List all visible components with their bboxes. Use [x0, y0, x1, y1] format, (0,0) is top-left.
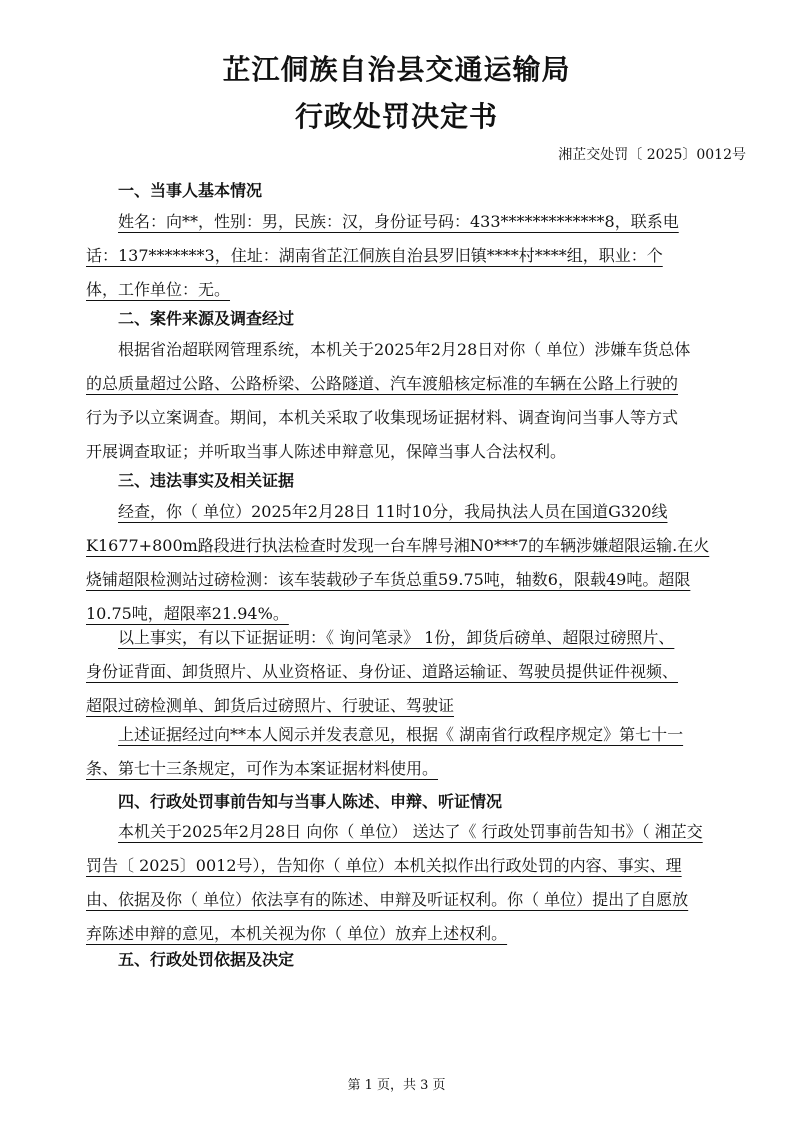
text-line: 10.75吨，超限率21.94%。	[86, 604, 289, 623]
text-line: 体，工作单位：无。	[86, 280, 231, 299]
text-line: 身份证背面、卸货照片、从业资格证、身份证、道路运输证、驾驶员提供证件视频、	[86, 662, 679, 681]
text-line: 行为予以立案调查。期间，本机关采取了收集现场证据材料、调查询问当事人等方式	[86, 408, 679, 427]
text-line: 上述证据经过向**本人阅示并发表意见，根据《 湖南省行政程序规定》第七十一	[118, 725, 684, 744]
text-line: 烧铺超限检测站过磅检测：该车装载砂子车货总重59.75吨，轴数6，限载49吨。超限	[86, 570, 691, 589]
text-line: 以上事实，有以下证据证明：《 询问笔录》 1份，卸货后磅单、超限过磅照片、	[118, 628, 675, 647]
text-line: 本机关于2025年2月28日 向你（ 单位） 送达了《 行政处罚事前告知书》（ 湘芷交	[118, 822, 703, 841]
evidence-paragraph	[86, 621, 746, 723]
prior-notice-paragraph	[86, 815, 746, 951]
section-heading-case-source: 二、案件来源及调查经过	[118, 309, 295, 328]
text-line: 开展调查取证；并听取当事人陈述申辩意见，保障当事人合法权利。	[86, 442, 567, 461]
section-heading-penalty-basis: 五、行政处罚依据及决定	[118, 950, 295, 969]
text-line: 罚告〔 2025〕0012号），告知你（ 单位）本机关拟作出行政处罚的内容、事实、理	[86, 856, 682, 875]
text-line: 条、第七十三条规定，可作为本案证据材料使用。	[86, 759, 439, 778]
text-line: 由、依据及你（ 单位）依法享有的陈述、申辩及听证权利。你（ 单位）提出了自愿放	[86, 890, 689, 909]
section-heading-prior-notice: 四、行政处罚事前告知与当事人陈述、申辩、听证情况	[118, 792, 503, 811]
text-line: 姓名：向**，性别：男，民族：汉，身份证号码：433*************8，联系电	[118, 212, 679, 231]
violation-facts-paragraph	[86, 495, 746, 631]
evidence-confirmation-paragraph	[86, 718, 746, 786]
text-line: 弃陈述申辩的意见，本机关视为你（ 单位）放弃上述权利。	[86, 924, 508, 943]
document-number: 湘芷交处罚〔 2025〕0012号	[558, 147, 746, 163]
party-info-paragraph	[86, 205, 746, 307]
page-number: 第 1 页，共 3 页	[347, 1078, 446, 1093]
section-heading-violation-facts: 三、违法事实及相关证据	[118, 471, 295, 490]
text-line: 经查，你（ 单位）2025年2月28日 11时10分，我局执法人员在国道G320线	[118, 502, 668, 521]
text-line: 的总质量超过公路、公路桥梁、公路隧道、汽车渡船核定标准的车辆在公路上行驶的	[86, 374, 679, 393]
document-title: 芷江侗族自治县交通运输局	[222, 53, 571, 86]
text-line: 根据省治超联网管理系统，本机关于2025年2月28日对你（ 单位）涉嫌车货总体	[118, 340, 691, 359]
case-source-paragraph	[86, 333, 746, 469]
section-heading-party-info: 一、当事人基本情况	[118, 181, 263, 200]
document-subtitle: 行政处罚决定书	[294, 100, 498, 133]
text-line: 话：137*******3，住址：湖南省芷江侗族自治县罗旧镇****村****组，职业：个	[86, 246, 663, 265]
text-line: 超限过磅检测单、卸货后过磅照片、行驶证、驾驶证	[86, 696, 455, 715]
text-line: K1677+800m路段进行执法检查时发现一台车牌号湘N0***7的车辆涉嫌超限运输.在火	[86, 536, 710, 555]
